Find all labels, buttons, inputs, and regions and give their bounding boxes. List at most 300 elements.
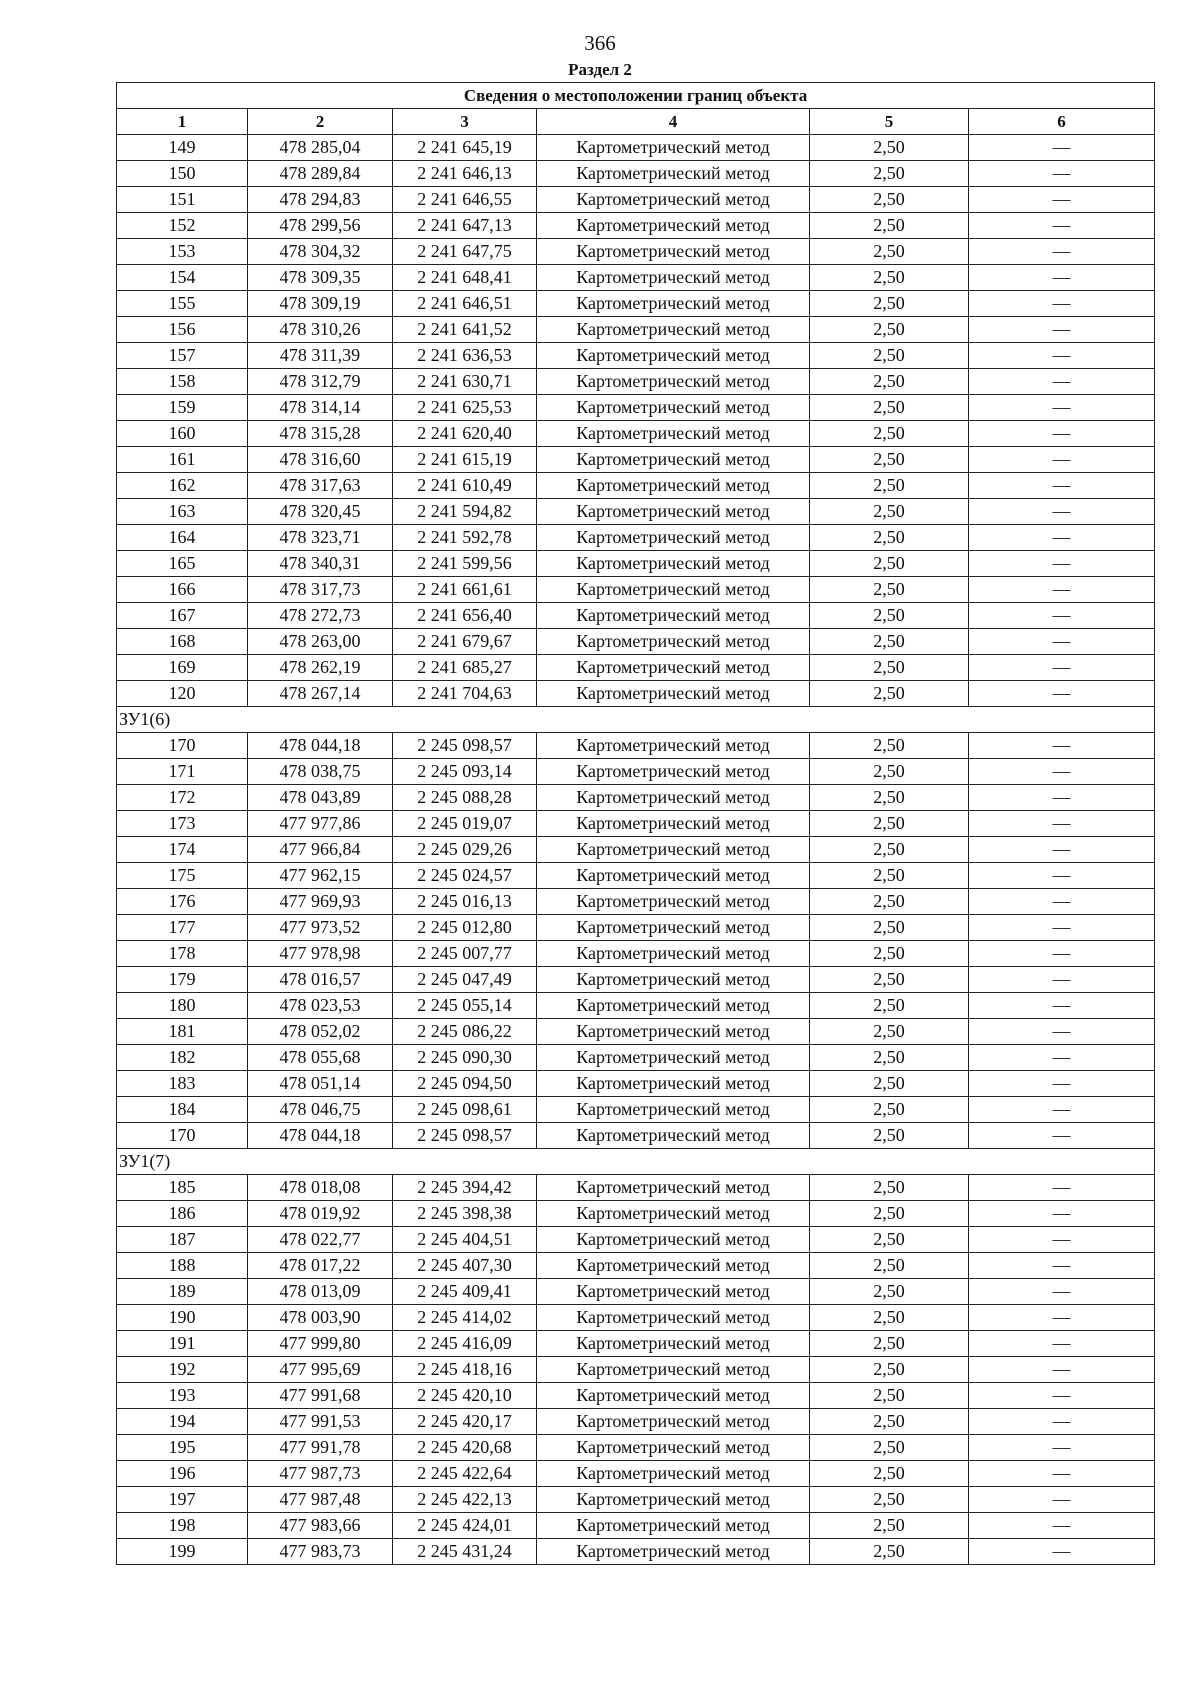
point-number-cell: 188 [117, 1253, 248, 1279]
coordinate-x-cell: 477 991,53 [248, 1409, 393, 1435]
coordinate-x-cell: 478 312,79 [248, 369, 393, 395]
point-number-cell: 154 [117, 265, 248, 291]
method-cell: Картометрический метод [537, 915, 810, 941]
coordinate-x-cell: 478 052,02 [248, 1019, 393, 1045]
note-cell: — [969, 421, 1155, 447]
coordinate-x-cell: 478 294,83 [248, 187, 393, 213]
table-row [117, 1305, 1155, 1331]
note-cell: — [969, 603, 1155, 629]
coordinate-x-cell: 478 044,18 [248, 733, 393, 759]
coordinate-x-cell: 478 018,08 [248, 1175, 393, 1201]
note-cell: — [969, 889, 1155, 915]
accuracy-cell: 2,50 [810, 343, 969, 369]
coordinate-y-cell: 2 245 431,24 [393, 1539, 537, 1565]
method-cell: Картометрический метод [537, 239, 810, 265]
note-cell: — [969, 785, 1155, 811]
note-cell: — [969, 135, 1155, 161]
coordinate-x-cell: 478 309,19 [248, 291, 393, 317]
accuracy-cell: 2,50 [810, 1071, 969, 1097]
table-row [117, 1253, 1155, 1279]
coordinate-x-cell: 478 299,56 [248, 213, 393, 239]
table-row [117, 1123, 1155, 1149]
point-number-cell: 161 [117, 447, 248, 473]
coordinate-y-cell: 2 241 704,63 [393, 681, 537, 707]
note-cell: — [969, 239, 1155, 265]
accuracy-cell: 2,50 [810, 655, 969, 681]
accuracy-cell: 2,50 [810, 369, 969, 395]
note-cell: — [969, 629, 1155, 655]
coordinate-x-cell: 478 320,45 [248, 499, 393, 525]
group-label: ЗУ1(7) [117, 1149, 1155, 1175]
coordinate-y-cell: 2 241 685,27 [393, 655, 537, 681]
note-cell: — [969, 1201, 1155, 1227]
note-cell: — [969, 759, 1155, 785]
note-cell: — [969, 733, 1155, 759]
method-cell: Картометрический метод [537, 369, 810, 395]
coordinate-x-cell: 478 016,57 [248, 967, 393, 993]
table-row [117, 135, 1155, 161]
note-cell: — [969, 369, 1155, 395]
coordinate-y-cell: 2 241 636,53 [393, 343, 537, 369]
table-caption: Сведения о местоположении границ объекта [117, 83, 1155, 109]
coordinate-y-cell: 2 241 646,51 [393, 291, 537, 317]
column-number: 5 [810, 109, 969, 135]
coordinate-y-cell: 2 245 422,64 [393, 1461, 537, 1487]
point-number-cell: 190 [117, 1305, 248, 1331]
coordinate-x-cell: 477 973,52 [248, 915, 393, 941]
table-row [117, 1227, 1155, 1253]
method-cell: Картометрический метод [537, 421, 810, 447]
table-row [117, 447, 1155, 473]
coordinate-y-cell: 2 241 645,19 [393, 135, 537, 161]
note-cell: — [969, 265, 1155, 291]
note-cell: — [969, 1071, 1155, 1097]
method-cell: Картометрический метод [537, 551, 810, 577]
note-cell: — [969, 213, 1155, 239]
coordinate-y-cell: 2 245 424,01 [393, 1513, 537, 1539]
point-number-cell: 191 [117, 1331, 248, 1357]
note-cell: — [969, 1305, 1155, 1331]
coordinate-y-cell: 2 245 394,42 [393, 1175, 537, 1201]
table-row [117, 1435, 1155, 1461]
table-row [117, 1357, 1155, 1383]
table-body [117, 135, 1155, 1565]
accuracy-cell: 2,50 [810, 733, 969, 759]
point-number-cell: 175 [117, 863, 248, 889]
method-cell: Картометрический метод [537, 759, 810, 785]
accuracy-cell: 2,50 [810, 213, 969, 239]
boundary-coordinates-table [116, 82, 1155, 1565]
point-number-cell: 177 [117, 915, 248, 941]
note-cell: — [969, 1435, 1155, 1461]
section-title: Раздел 2 [568, 60, 632, 79]
coordinate-x-cell: 477 987,48 [248, 1487, 393, 1513]
method-cell: Картометрический метод [537, 941, 810, 967]
note-cell: — [969, 1487, 1155, 1513]
point-number-cell: 152 [117, 213, 248, 239]
table-row [117, 1331, 1155, 1357]
note-cell: — [969, 1227, 1155, 1253]
table-row [117, 187, 1155, 213]
coordinate-y-cell: 2 245 398,38 [393, 1201, 537, 1227]
accuracy-cell: 2,50 [810, 135, 969, 161]
coordinate-y-cell: 2 241 630,71 [393, 369, 537, 395]
accuracy-cell: 2,50 [810, 1539, 969, 1565]
table-row [117, 993, 1155, 1019]
table-row [117, 889, 1155, 915]
table-row [117, 551, 1155, 577]
coordinate-y-cell: 2 245 047,49 [393, 967, 537, 993]
note-cell: — [969, 1019, 1155, 1045]
accuracy-cell: 2,50 [810, 629, 969, 655]
method-cell: Картометрический метод [537, 655, 810, 681]
group-row [117, 1149, 1155, 1175]
note-cell: — [969, 655, 1155, 681]
note-cell: — [969, 1097, 1155, 1123]
accuracy-cell: 2,50 [810, 1461, 969, 1487]
coordinate-x-cell: 478 055,68 [248, 1045, 393, 1071]
method-cell: Картометрический метод [537, 317, 810, 343]
coordinate-x-cell: 478 051,14 [248, 1071, 393, 1097]
method-cell: Картометрический метод [537, 291, 810, 317]
table-row [117, 1383, 1155, 1409]
method-cell: Картометрический метод [537, 967, 810, 993]
accuracy-cell: 2,50 [810, 577, 969, 603]
point-number-cell: 199 [117, 1539, 248, 1565]
point-number-cell: 197 [117, 1487, 248, 1513]
coordinate-x-cell: 478 309,35 [248, 265, 393, 291]
point-number-cell: 160 [117, 421, 248, 447]
coordinate-y-cell: 2 245 420,17 [393, 1409, 537, 1435]
note-cell: — [969, 343, 1155, 369]
table-row [117, 1019, 1155, 1045]
accuracy-cell: 2,50 [810, 421, 969, 447]
note-cell: — [969, 1331, 1155, 1357]
column-number: 3 [393, 109, 537, 135]
note-cell: — [969, 837, 1155, 863]
accuracy-cell: 2,50 [810, 1383, 969, 1409]
coordinate-x-cell: 478 267,14 [248, 681, 393, 707]
accuracy-cell: 2,50 [810, 889, 969, 915]
coordinate-x-cell: 477 999,80 [248, 1331, 393, 1357]
coordinate-y-cell: 2 241 641,52 [393, 317, 537, 343]
coordinate-x-cell: 478 289,84 [248, 161, 393, 187]
coordinate-y-cell: 2 241 610,49 [393, 473, 537, 499]
coordinate-x-cell: 478 314,14 [248, 395, 393, 421]
table-row [117, 681, 1155, 707]
coordinate-x-cell: 478 003,90 [248, 1305, 393, 1331]
accuracy-cell: 2,50 [810, 525, 969, 551]
coordinate-y-cell: 2 245 407,30 [393, 1253, 537, 1279]
note-cell: — [969, 915, 1155, 941]
column-number: 4 [537, 109, 810, 135]
coordinate-x-cell: 478 017,22 [248, 1253, 393, 1279]
method-cell: Картометрический метод [537, 681, 810, 707]
method-cell: Картометрический метод [537, 1201, 810, 1227]
coordinate-x-cell: 478 043,89 [248, 785, 393, 811]
coordinate-x-cell: 477 991,68 [248, 1383, 393, 1409]
point-number-cell: 164 [117, 525, 248, 551]
method-cell: Картометрический метод [537, 343, 810, 369]
method-cell: Картометрический метод [537, 1435, 810, 1461]
table-row [117, 1461, 1155, 1487]
coordinate-y-cell: 2 245 024,57 [393, 863, 537, 889]
note-cell: — [969, 1539, 1155, 1565]
coordinate-y-cell: 2 245 420,68 [393, 1435, 537, 1461]
table-row [117, 603, 1155, 629]
table-row [117, 421, 1155, 447]
accuracy-cell: 2,50 [810, 915, 969, 941]
note-cell: — [969, 499, 1155, 525]
coordinate-y-cell: 2 245 404,51 [393, 1227, 537, 1253]
method-cell: Картометрический метод [537, 837, 810, 863]
method-cell: Картометрический метод [537, 1253, 810, 1279]
coordinate-x-cell: 477 966,84 [248, 837, 393, 863]
point-number-cell: 153 [117, 239, 248, 265]
method-cell: Картометрический метод [537, 1409, 810, 1435]
method-cell: Картометрический метод [537, 187, 810, 213]
coordinate-x-cell: 478 311,39 [248, 343, 393, 369]
accuracy-cell: 2,50 [810, 1019, 969, 1045]
column-number: 2 [248, 109, 393, 135]
table-row [117, 1045, 1155, 1071]
accuracy-cell: 2,50 [810, 1487, 969, 1513]
coordinate-x-cell: 477 977,86 [248, 811, 393, 837]
table-row [117, 395, 1155, 421]
table-row [117, 291, 1155, 317]
method-cell: Картометрический метод [537, 525, 810, 551]
note-cell: — [969, 395, 1155, 421]
accuracy-cell: 2,50 [810, 291, 969, 317]
accuracy-cell: 2,50 [810, 785, 969, 811]
accuracy-cell: 2,50 [810, 239, 969, 265]
point-number-cell: 158 [117, 369, 248, 395]
page-number: 366 [584, 31, 616, 55]
point-number-cell: 170 [117, 1123, 248, 1149]
coordinate-y-cell: 2 241 679,67 [393, 629, 537, 655]
coordinate-y-cell: 2 241 620,40 [393, 421, 537, 447]
point-number-cell: 189 [117, 1279, 248, 1305]
coordinate-x-cell: 478 019,92 [248, 1201, 393, 1227]
accuracy-cell: 2,50 [810, 1513, 969, 1539]
method-cell: Картометрический метод [537, 1513, 810, 1539]
method-cell: Картометрический метод [537, 135, 810, 161]
point-number-cell: 156 [117, 317, 248, 343]
coordinate-y-cell: 2 241 592,78 [393, 525, 537, 551]
table-row [117, 915, 1155, 941]
accuracy-cell: 2,50 [810, 941, 969, 967]
note-cell: — [969, 473, 1155, 499]
point-number-cell: 174 [117, 837, 248, 863]
coordinate-y-cell: 2 241 661,61 [393, 577, 537, 603]
note-cell: — [969, 811, 1155, 837]
coordinate-y-cell: 2 245 416,09 [393, 1331, 537, 1357]
note-cell: — [969, 941, 1155, 967]
coordinate-y-cell: 2 245 422,13 [393, 1487, 537, 1513]
coordinate-x-cell: 478 340,31 [248, 551, 393, 577]
method-cell: Картометрический метод [537, 161, 810, 187]
accuracy-cell: 2,50 [810, 967, 969, 993]
coordinate-x-cell: 477 995,69 [248, 1357, 393, 1383]
coordinate-y-cell: 2 245 420,10 [393, 1383, 537, 1409]
point-number-cell: 193 [117, 1383, 248, 1409]
accuracy-cell: 2,50 [810, 395, 969, 421]
point-number-cell: 171 [117, 759, 248, 785]
accuracy-cell: 2,50 [810, 863, 969, 889]
coordinate-x-cell: 478 285,04 [248, 135, 393, 161]
accuracy-cell: 2,50 [810, 161, 969, 187]
point-number-cell: 194 [117, 1409, 248, 1435]
table-row [117, 759, 1155, 785]
method-cell: Картометрический метод [537, 1175, 810, 1201]
method-cell: Картометрический метод [537, 265, 810, 291]
table-row [117, 941, 1155, 967]
note-cell: — [969, 291, 1155, 317]
accuracy-cell: 2,50 [810, 499, 969, 525]
point-number-cell: 159 [117, 395, 248, 421]
coordinate-y-cell: 2 245 016,13 [393, 889, 537, 915]
table-row [117, 967, 1155, 993]
coordinate-x-cell: 477 983,73 [248, 1539, 393, 1565]
point-number-cell: 184 [117, 1097, 248, 1123]
accuracy-cell: 2,50 [810, 1435, 969, 1461]
table-row [117, 473, 1155, 499]
coordinate-x-cell: 478 272,73 [248, 603, 393, 629]
accuracy-cell: 2,50 [810, 1409, 969, 1435]
point-number-cell: 170 [117, 733, 248, 759]
coordinate-y-cell: 2 245 098,57 [393, 733, 537, 759]
point-number-cell: 172 [117, 785, 248, 811]
method-cell: Картометрический метод [537, 1331, 810, 1357]
coordinate-x-cell: 478 317,63 [248, 473, 393, 499]
point-number-cell: 163 [117, 499, 248, 525]
table-row [117, 317, 1155, 343]
point-number-cell: 198 [117, 1513, 248, 1539]
accuracy-cell: 2,50 [810, 1097, 969, 1123]
method-cell: Картометрический метод [537, 603, 810, 629]
method-cell: Картометрический метод [537, 473, 810, 499]
coordinate-y-cell: 2 245 090,30 [393, 1045, 537, 1071]
coordinate-y-cell: 2 245 094,50 [393, 1071, 537, 1097]
accuracy-cell: 2,50 [810, 811, 969, 837]
method-cell: Картометрический метод [537, 889, 810, 915]
note-cell: — [969, 1461, 1155, 1487]
accuracy-cell: 2,50 [810, 187, 969, 213]
point-number-cell: 167 [117, 603, 248, 629]
coordinate-x-cell: 478 262,19 [248, 655, 393, 681]
accuracy-cell: 2,50 [810, 1357, 969, 1383]
column-number: 1 [117, 109, 248, 135]
method-cell: Картометрический метод [537, 1487, 810, 1513]
coordinate-x-cell: 478 046,75 [248, 1097, 393, 1123]
accuracy-cell: 2,50 [810, 265, 969, 291]
point-number-cell: 185 [117, 1175, 248, 1201]
group-row [117, 707, 1155, 733]
method-cell: Картометрический метод [537, 447, 810, 473]
method-cell: Картометрический метод [537, 1461, 810, 1487]
method-cell: Картометрический метод [537, 1279, 810, 1305]
note-cell: — [969, 1123, 1155, 1149]
coordinate-y-cell: 2 241 594,82 [393, 499, 537, 525]
point-number-cell: 181 [117, 1019, 248, 1045]
accuracy-cell: 2,50 [810, 681, 969, 707]
coordinate-y-cell: 2 245 409,41 [393, 1279, 537, 1305]
point-number-cell: 150 [117, 161, 248, 187]
note-cell: — [969, 1175, 1155, 1201]
table-row [117, 1487, 1155, 1513]
coordinate-x-cell: 478 317,73 [248, 577, 393, 603]
coordinate-y-cell: 2 241 648,41 [393, 265, 537, 291]
coordinate-x-cell: 477 983,66 [248, 1513, 393, 1539]
coordinate-x-cell: 478 038,75 [248, 759, 393, 785]
coordinate-x-cell: 478 323,71 [248, 525, 393, 551]
note-cell: — [969, 1045, 1155, 1071]
coordinate-y-cell: 2 241 625,53 [393, 395, 537, 421]
table-row [117, 1097, 1155, 1123]
point-number-cell: 120 [117, 681, 248, 707]
coordinate-y-cell: 2 241 647,13 [393, 213, 537, 239]
point-number-cell: 178 [117, 941, 248, 967]
note-cell: — [969, 187, 1155, 213]
table-row [117, 1409, 1155, 1435]
point-number-cell: 186 [117, 1201, 248, 1227]
method-cell: Картометрический метод [537, 733, 810, 759]
note-cell: — [969, 1513, 1155, 1539]
coordinate-x-cell: 478 304,32 [248, 239, 393, 265]
note-cell: — [969, 967, 1155, 993]
accuracy-cell: 2,50 [810, 759, 969, 785]
table-row [117, 161, 1155, 187]
method-cell: Картометрический метод [537, 811, 810, 837]
table-row [117, 213, 1155, 239]
point-number-cell: 165 [117, 551, 248, 577]
point-number-cell: 168 [117, 629, 248, 655]
point-number-cell: 149 [117, 135, 248, 161]
coordinate-x-cell: 477 969,93 [248, 889, 393, 915]
method-cell: Картометрический метод [537, 395, 810, 421]
method-cell: Картометрический метод [537, 1019, 810, 1045]
accuracy-cell: 2,50 [810, 1331, 969, 1357]
note-cell: — [969, 447, 1155, 473]
accuracy-cell: 2,50 [810, 317, 969, 343]
coordinate-x-cell: 478 263,00 [248, 629, 393, 655]
method-cell: Картометрический метод [537, 629, 810, 655]
coordinate-x-cell: 478 310,26 [248, 317, 393, 343]
note-cell: — [969, 317, 1155, 343]
coordinate-y-cell: 2 245 055,14 [393, 993, 537, 1019]
method-cell: Картометрический метод [537, 863, 810, 889]
table-row [117, 577, 1155, 603]
method-cell: Картометрический метод [537, 785, 810, 811]
coordinate-y-cell: 2 245 098,57 [393, 1123, 537, 1149]
note-cell: — [969, 525, 1155, 551]
table-row [117, 265, 1155, 291]
coordinate-y-cell: 2 245 019,07 [393, 811, 537, 837]
method-cell: Картометрический метод [537, 1357, 810, 1383]
point-number-cell: 157 [117, 343, 248, 369]
coordinate-x-cell: 478 316,60 [248, 447, 393, 473]
coordinate-x-cell: 478 044,18 [248, 1123, 393, 1149]
note-cell: — [969, 1383, 1155, 1409]
method-cell: Картометрический метод [537, 1045, 810, 1071]
table-row [117, 733, 1155, 759]
table-row [117, 655, 1155, 681]
method-cell: Картометрический метод [537, 1305, 810, 1331]
point-number-cell: 192 [117, 1357, 248, 1383]
note-cell: — [969, 577, 1155, 603]
coordinate-x-cell: 478 022,77 [248, 1227, 393, 1253]
accuracy-cell: 2,50 [810, 1175, 969, 1201]
